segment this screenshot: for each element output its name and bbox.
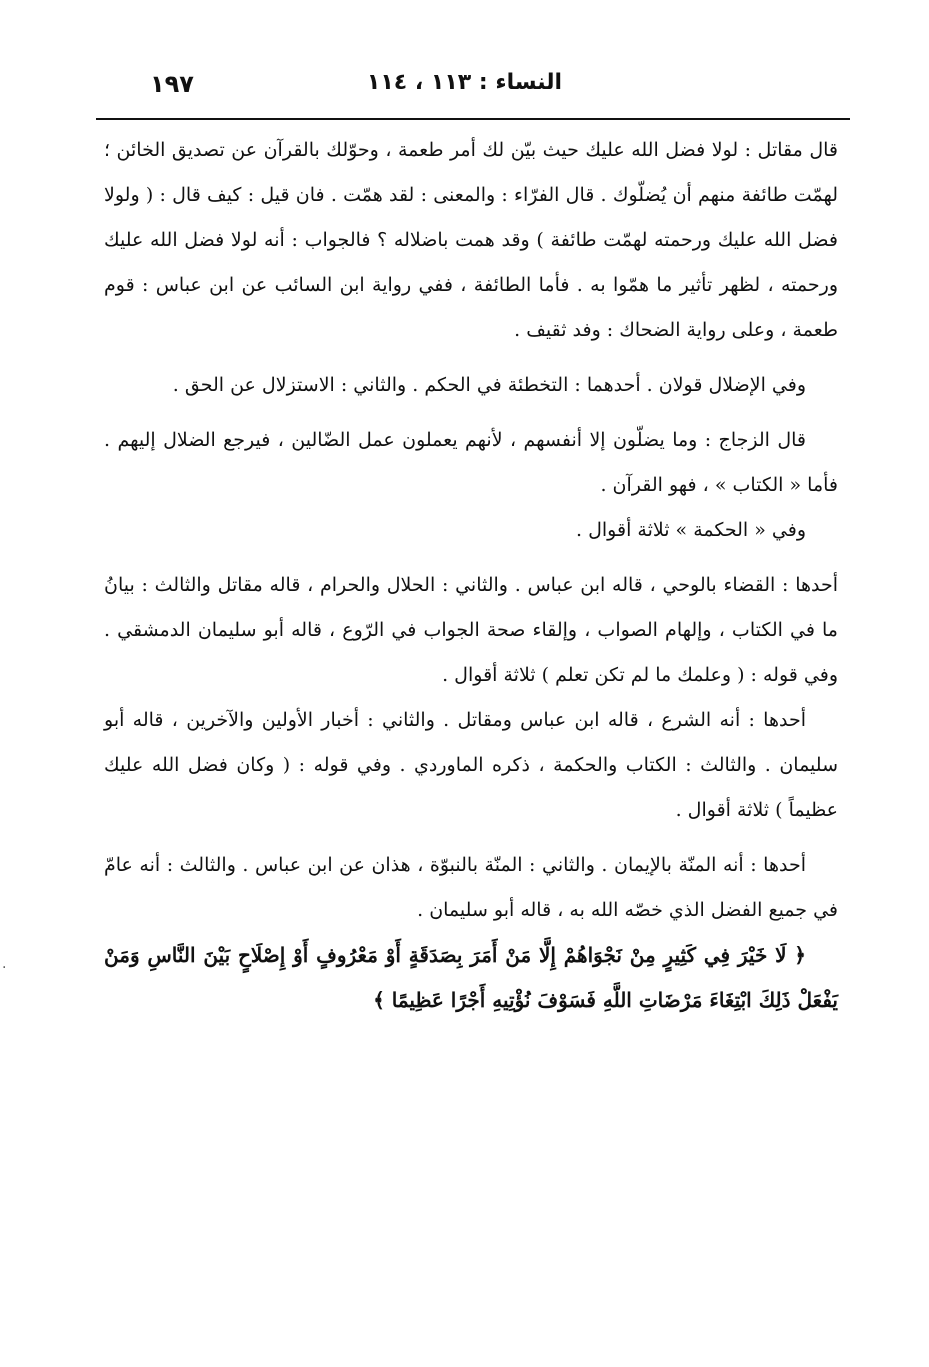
paragraph-hikma-heading: وفي « الحكمة » ثلاثة أقوال . [576, 519, 806, 541]
paragraph-fadl-sayings: أحدها : أنه المنّة بالإيمان . والثاني : المنّة بالنبوّة ، هذان عن ابن عباس . والثالث : أنه عامّ في جميع الفضل الذي خصّه الله به ، قاله أبو سليمان . [104, 854, 838, 921]
paragraph-muqatil: قال مقاتل : لولا فضل الله عليك حيث بيّن لك أمر طعمة ، وحوّلك بالقرآن عن تصديق الخائن ؛ لهمّت طائفة منهم أن يُضلّوك . قال الفرّاء : والمعنى : لقد همّت . فان قيل : كيف قال : ( ولولا فضل الله عليك ورحمته لهمّت طائفة ) وقد همت باضلاله ؟ فالجواب : أنه لولا فضل الله عليك ورحمته ، لظهر تأثير ما همّوا به . فأما الطائفة ، ففي رواية ابن السائب عن ابن عباس : قوم طعمة ، وعلى رواية الضحاك : وفد ثقيف . [104, 139, 838, 341]
running-title: النساء : ١١٣ ، ١١٤ [366, 70, 562, 95]
paragraph-idlal: وفي الإضلال قولان . أحدهما : التخطئة في الحكم . والثاني : الاستزلال عن الحق . [172, 374, 806, 396]
paragraph-zajjaj: قال الزجاج : وما يضلّون إلا أنفسهم ، لأنهم يعملون عمل الضّالين ، فيرجع الضلال إليهم . فأما « الكتاب » ، فهو القرآن . [104, 429, 838, 496]
page-body [104, 128, 838, 1023]
page-number: ١٩٧ [150, 70, 194, 98]
header-rule [96, 118, 850, 120]
paragraph-ilm-sayings: أحدها : أنه الشرع ، قاله ابن عباس ومقاتل . والثاني : أخبار الأولين والآخرين ، قاله أبو سليمان . والثالث : الكتاب والحكمة ، ذكره الماوردي . وفي قوله : ( وكان فضل الله عليك عظيماً ) ثلاثة أقوال . [104, 709, 838, 821]
quran-verse: ﴿ لَا خَيْرَ فِي كَثِيرٍ مِنْ نَجْوَاهُمْ إِلَّا مَنْ أَمَرَ بِصَدَقَةٍ أَوْ مَعْرُوفٍ أَوْ إِصْلَاحٍ بَيْنَ النَّاسِ وَمَنْ يَفْعَلْ ذَلِكَ ابْتِغَاءَ مَرْضَاتِ اللَّهِ فَسَوْفَ نُؤْتِيهِ أَجْرًا عَظِيمًا ﴾ [104, 943, 838, 1012]
scan-speck: · [2, 960, 7, 976]
page-header [110, 70, 842, 114]
paragraph-hikma-sayings: أحدها : القضاء بالوحي ، قاله ابن عباس . والثاني : الحلال والحرام ، قاله مقاتل والثالث : بيانُ ما في الكتاب ، وإلهام الصواب ، وإلقاء صحة الجواب في الرّوع ، قاله أبو سليمان الدمشقي . وفي قوله : ( وعلمك ما لم تكن تعلم ) ثلاثة أقوال . [104, 574, 838, 686]
